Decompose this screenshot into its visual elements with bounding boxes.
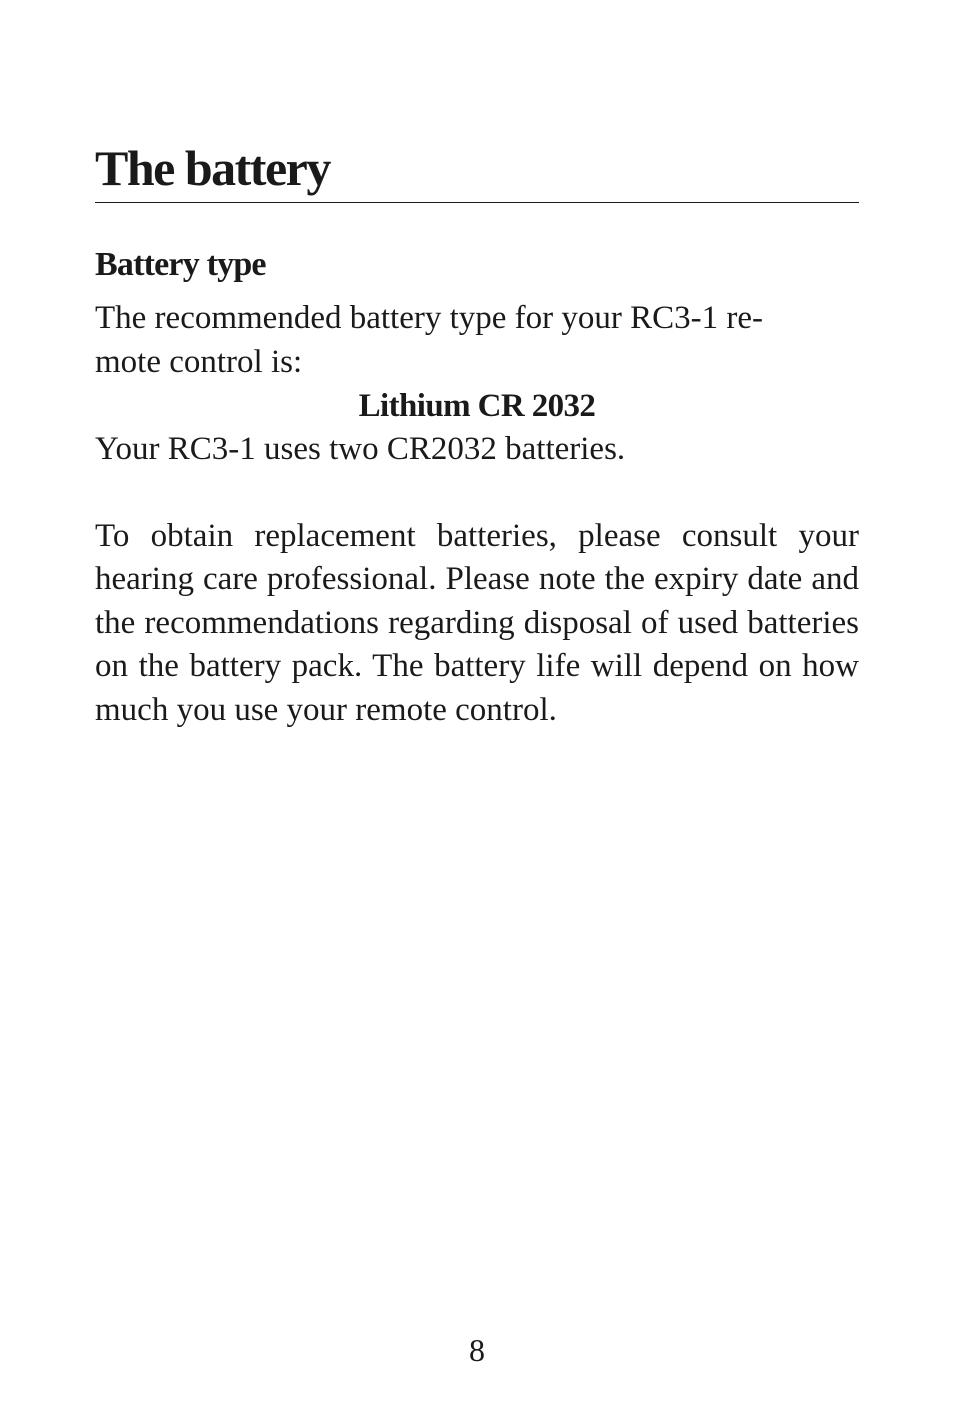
page-number: 8 [469,1332,485,1368]
intro-line-2: mote control is: [95,343,303,380]
section-heading-battery-type: Battery type [95,246,266,283]
intro-line-1: The recommended battery type for your RC3-1 re- [95,300,764,336]
intro-paragraph [95,297,859,384]
replacement-paragraph: To obtain replacement batteries, please consult your hearing care professional. Please note the expiry date and the recommendations regarding disposal of used batteries on the battery pack. The battery life will depend on how much you use your remote control. [95,517,859,728]
title-divider [95,202,859,203]
page-title: The battery [95,140,330,196]
usage-paragraph: Your RC3-1 uses two CR2032 batteries. [95,431,626,467]
page-content [95,138,859,732]
battery-type-name: Lithium CR 2032 [358,388,596,424]
